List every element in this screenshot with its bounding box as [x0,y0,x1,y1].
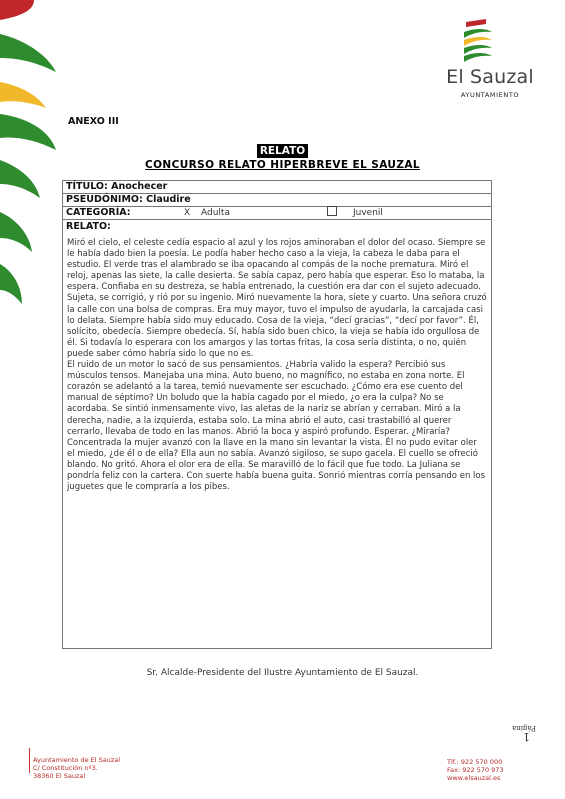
relato-label: RELATO: [66,221,111,232]
relato-paragraph-1: Miró el cielo, el celeste cedía espacio al azul y los rojos aminoraban el dolor del ocaso. Siempre se le había dado bien la poesía. Le podía haber hecho caso a la vieja, la cabeza le daba para el estudio. El verde tras el alambrado se iba opacando al compás de la noche prematura. Miró el reloj, apenas las siete, la calle desierta. Se sabía capaz, pero había que esperar. Eso lo mataba, la espera. Confiaba en su destreza, se había entrenado, la cuestión era dar con el sujeto adecuado. Sujeta, se corrigió, y rió por su ingenio. Miró nuevamente la hora, siete y cuarto. Una señora cruzó la calle con una bolsa de compras. Era muy mayor, tuvo el impulso de ayudarla, la carcajada casi lo delata. Siempre había sido muy educado. Cosa de la vieja, “decí gracias”, “decí por favor”. Él, solícito, obedecía. Siempre obedecía. Sí, había sido buen chico, la vieja se había ido orgullosa de él. Si todavía lo esperara con los amargos y las tortas fritas, la cosa sería distinta, o no, quién puede saber cómo habría sido lo que no es. [67,238,487,359]
footer-divider [29,748,30,773]
footer-address [33,756,120,780]
el-sauzal-logo-icon [462,18,494,66]
categoria-juvenil-checkbox[interactable] [327,206,337,216]
categoria-juvenil-label: Juvenil [353,208,383,218]
footer-contact [447,758,504,782]
page-number [512,708,536,760]
page-digit: 1 [523,730,530,743]
footer-website[interactable]: www.elsauzal.es [447,774,501,782]
annex-label: ANEXO III [68,116,119,127]
categoria-row [63,207,491,220]
pseudonimo-field: PSEUDÓNIMO: Claudire [66,194,191,205]
title-relato: RELATO [257,144,308,158]
addressee-line: Sr. Alcalde-Presidente del Ilustre Ayuntamiento de El Sauzal. [146,668,419,678]
titulo-row [63,181,491,194]
entry-form [62,180,492,649]
logo-name: El Sauzal [446,66,534,88]
logo-subtitle: AYUNTAMIENTO [460,91,520,99]
relato-text [63,233,491,493]
footer-fax: Fax: 922 570 973 [447,766,504,774]
relato-paragraph-2: El ruido de un motor lo sacó de sus pensamientos. ¿Habría valido la espera? Percibió sus músculos tensos. Manejaba una mina. Auto bueno, no magnífico, no estaba en zona norte. El corazón se adelantó a la tarea, temió nuevamente ser escuchado. ¿Cómo era ese cuento del manual de séptimo? Un boludo que la había cagado por el miedo, ¿o era la culpa? No se acordaba. Se sintió inmensamente vivo, las aletas de la nariz se abrían y cerraban. Miró a la derecha, nadie, a la izquierda, estaba solo. La mina abrió el auto, casi trastabilló al querer cerrarlo, llevaba de todo en las manos. Abrió la boca y aspiró profundo. Esperar. ¿Miraría? Concentrada la mujer avanzó con la llave en la mano sin levantar la vista. Él no pudo evitar oler el miedo, ¿de él o de ella? Ella aun no sabía. Avanzó sigiloso, se supo gacela. El cuello se ofreció blando. No gritó. Ahora el olor era de ella. Se maravilló de lo fácil que fue todo. La Juliana se pondría feliz con la cartera. Con suerte había buena guita. Sonrió mientras corría pensando en los juguetes que le compraría a los pibes. [67,360,486,493]
footer-address-line-1: Ayuntamiento de El Sauzal [33,756,121,764]
page-word: Página [512,724,536,733]
document-title [0,139,565,173]
titulo-field: TÍTULO: Anochecer [66,181,168,192]
categoria-adulta-label: Adulta [201,208,230,218]
footer-phone: Tlf.: 922 570 000 [447,758,503,766]
categoria-label: CATEGORÍA: [66,207,131,218]
categoria-adulta-mark: X [184,208,191,218]
title-concurso: CONCURSO RELATO HIPERBREVE EL SAUZAL [145,159,420,171]
pseudonimo-row [63,194,491,207]
footer-address-line-2: C/ Constitución nº3. [33,764,98,772]
footer-address-line-3: 38360 El Sauzal [33,772,86,780]
